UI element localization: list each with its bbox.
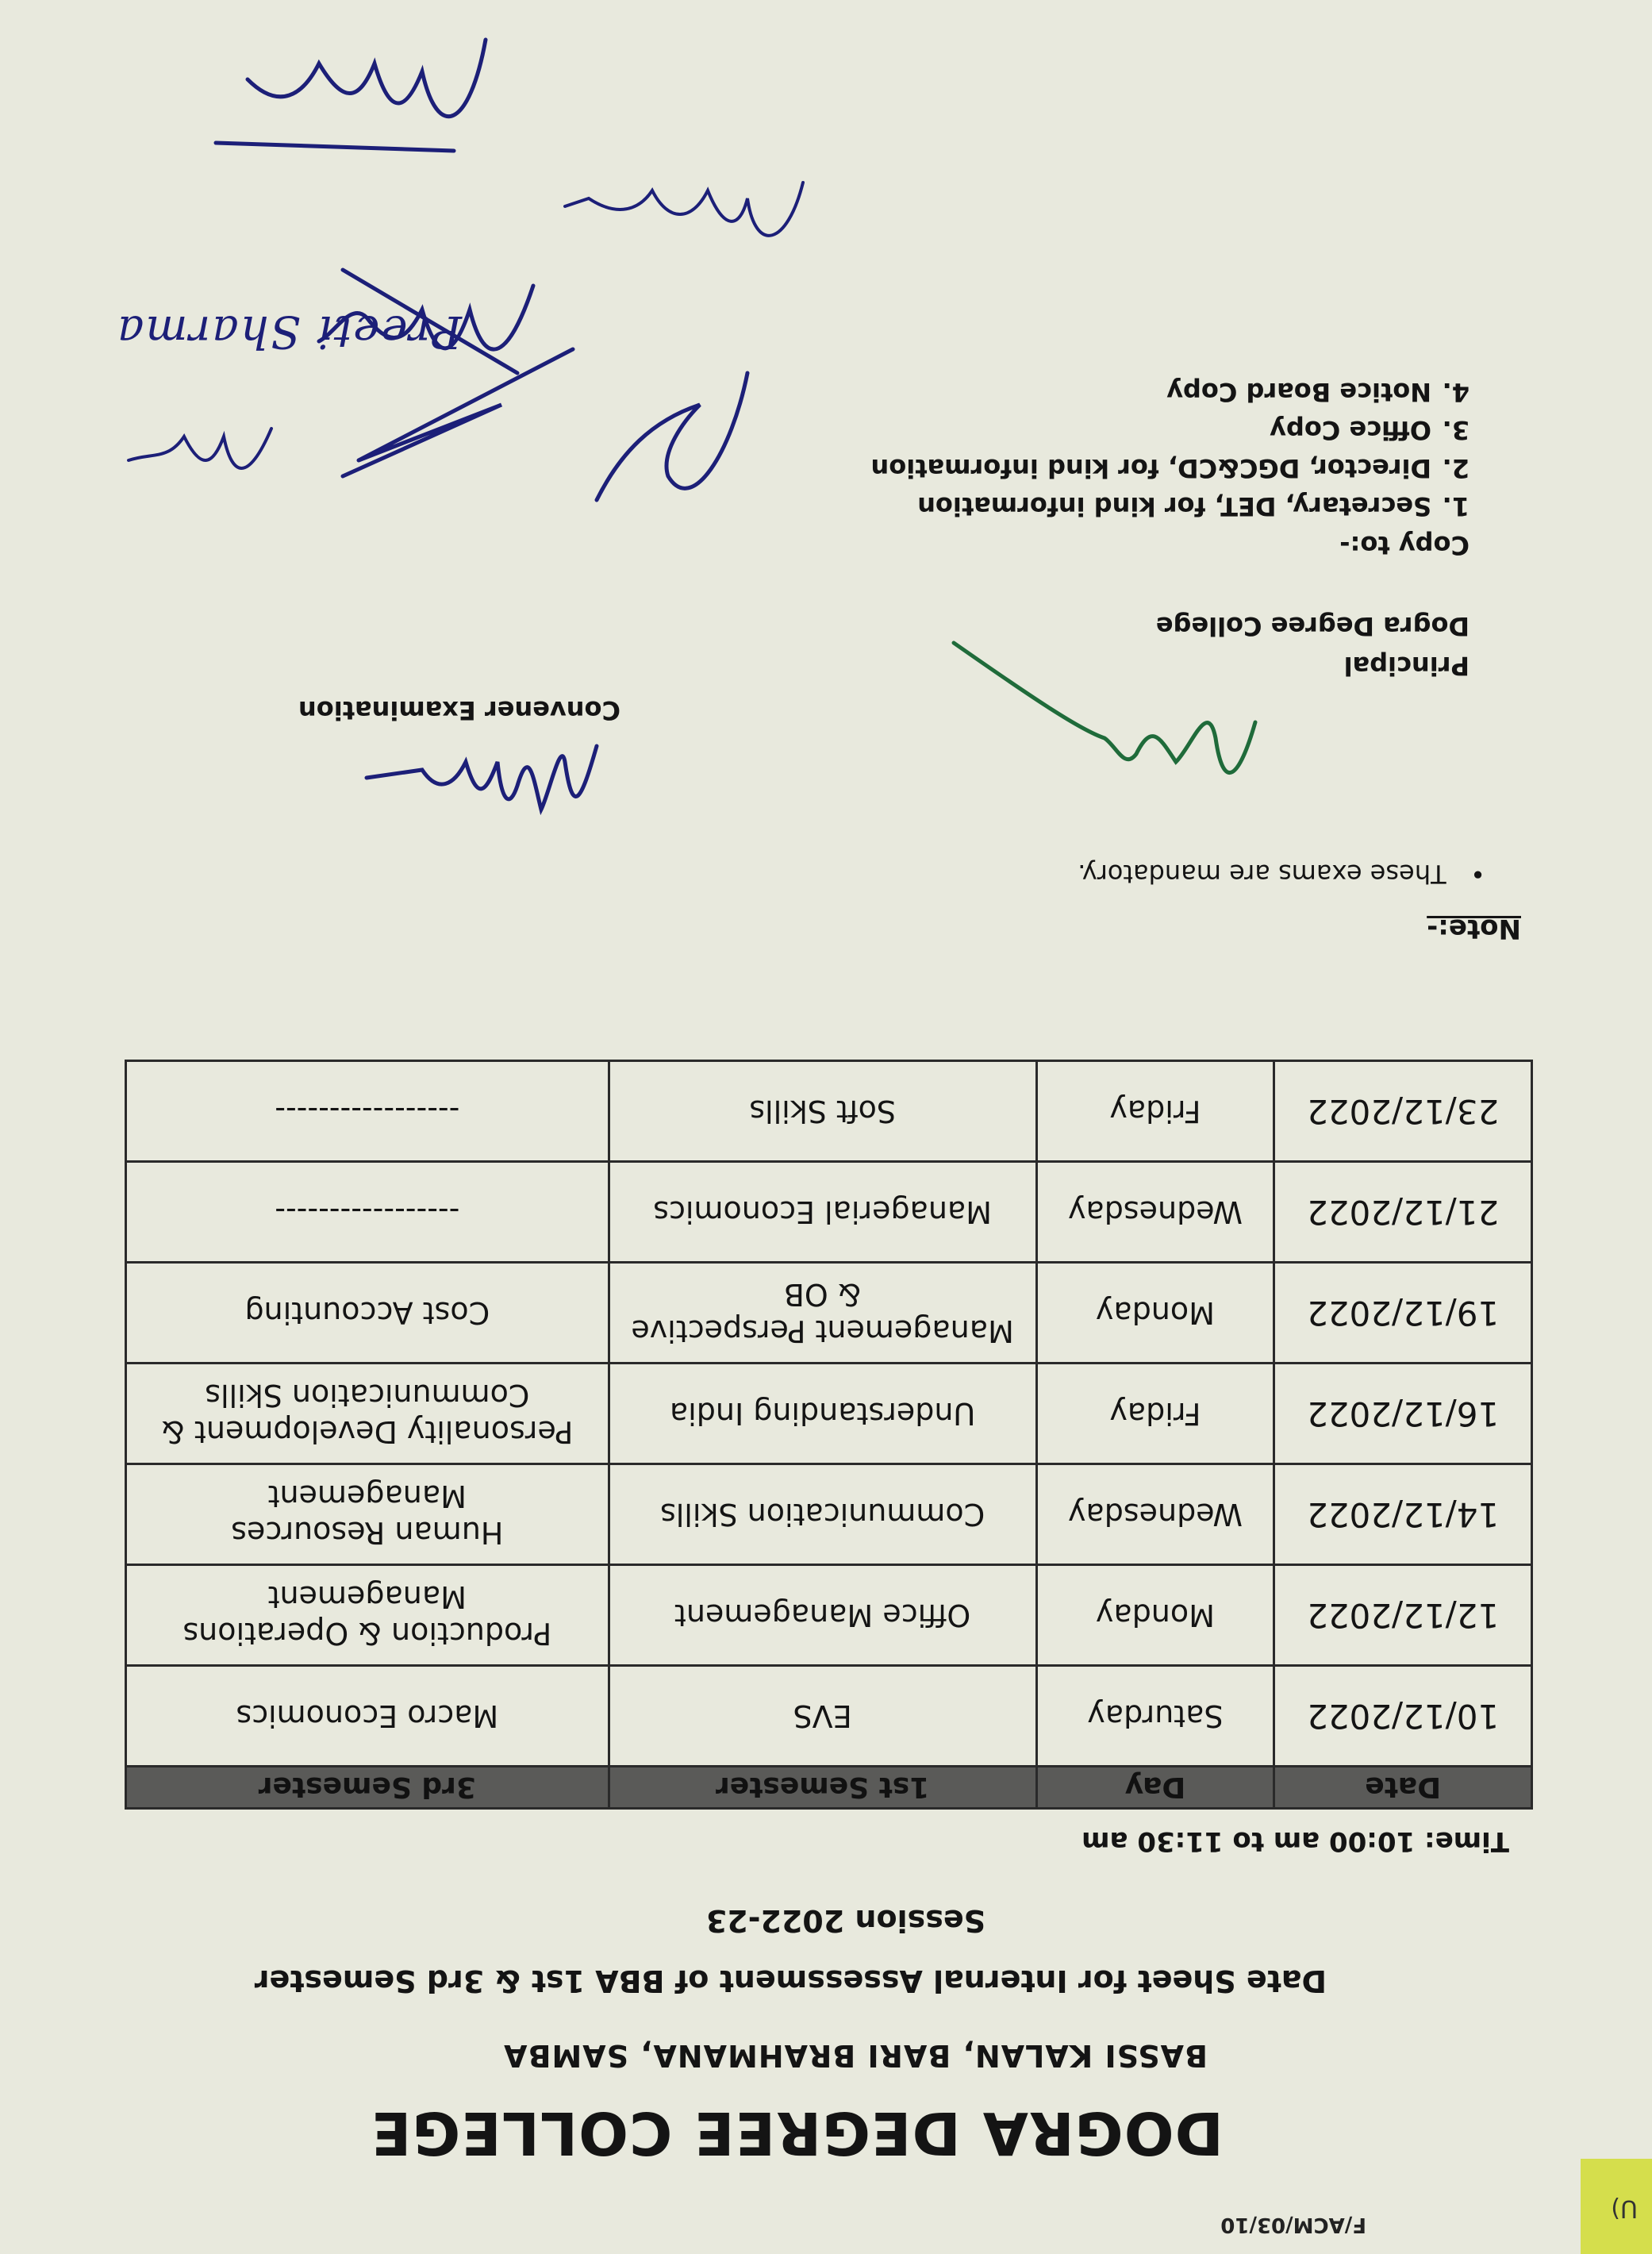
table-row	[126, 1263, 1532, 1364]
cell-day: Saturday	[1036, 1666, 1274, 1767]
cell-day: Friday	[1036, 1061, 1274, 1162]
cell-day: Monday	[1036, 1565, 1274, 1666]
table-row	[126, 1666, 1532, 1767]
list-item: 1.Secretary, DET, for kind information	[917, 491, 1470, 521]
cell-third-semester: Macro Economics	[126, 1666, 609, 1767]
staff-signature-3	[573, 341, 779, 548]
cell-third-semester: -----------------	[126, 1061, 609, 1162]
college-name: DOGRA DEGREE COLLEGE	[370, 2098, 1224, 2167]
table-row	[126, 1565, 1532, 1666]
staff-signature-6	[200, 16, 501, 175]
note-list	[1078, 859, 1485, 889]
yellow-sticky-tab	[1581, 2159, 1652, 2254]
cell-first-semester: Office Management	[609, 1565, 1036, 1666]
cell-date: 23/12/2022	[1274, 1061, 1532, 1162]
college-address: BASSI KALAN, BARI BRAHMANA, SAMBA	[503, 2038, 1208, 2073]
exam-time: Time: 10:00 am to 11:30 am	[1081, 1825, 1509, 1857]
cell-third-semester: Cost Accounting	[126, 1263, 609, 1364]
cell-first-semester: Management Perspective & OB	[609, 1263, 1036, 1364]
session-label: Session 2022-23	[705, 1903, 985, 1938]
cell-date: 19/12/2022	[1274, 1263, 1532, 1364]
date-sheet-title: Date Sheet for Internal Assessment of BBA 1st & 3rd Semester	[254, 1964, 1327, 1998]
note-item: These exams are mandatory.	[1078, 859, 1446, 889]
cell-date: 10/12/2022	[1274, 1666, 1532, 1767]
cell-day: Wednesday	[1036, 1464, 1274, 1565]
cell-date: 16/12/2022	[1274, 1364, 1532, 1464]
cell-third-semester: Human Resources Management	[126, 1464, 609, 1565]
cell-first-semester: Understanding India	[609, 1364, 1036, 1464]
table-row	[126, 1464, 1532, 1565]
copy-to-label: Copy to:-	[1339, 530, 1470, 560]
convener-signature	[351, 714, 605, 833]
cell-third-semester: Personality Development & Communication Skills	[126, 1364, 609, 1464]
staff-signature-5	[549, 151, 819, 278]
cell-date: 21/12/2022	[1274, 1162, 1532, 1263]
list-item: 4.Notice Board Copy	[1166, 377, 1470, 407]
bullet-icon: •	[1446, 859, 1485, 889]
cell-third-semester: -----------------	[126, 1162, 609, 1263]
cell-first-semester: Managerial Economics	[609, 1162, 1036, 1263]
cell-day: Monday	[1036, 1263, 1274, 1364]
list-item: 2.Director, DGC&CD, for kind information	[870, 453, 1470, 483]
cell-date: 12/12/2022	[1274, 1565, 1532, 1666]
date-sheet-table	[125, 1060, 1533, 1810]
table-row	[126, 1364, 1532, 1464]
tab-text: U)	[1611, 2194, 1638, 2222]
table-row	[126, 1162, 1532, 1263]
header-third-semester: 3rd Semester	[126, 1767, 609, 1809]
header-date: Date	[1274, 1767, 1532, 1809]
principal-label: Principal	[1343, 651, 1470, 681]
convener-label: Convener Examination	[298, 695, 620, 725]
note-label: Note:-	[1427, 913, 1521, 944]
cell-first-semester: EVS	[609, 1666, 1036, 1767]
principal-signature	[938, 635, 1271, 841]
list-item: 3.Office Copy	[1270, 415, 1470, 445]
cell-day: Wednesday	[1036, 1162, 1274, 1263]
copy-to-list	[870, 373, 1470, 525]
cell-first-semester: Soft Skills	[609, 1061, 1036, 1162]
cell-first-semester: Communication Skills	[609, 1464, 1036, 1565]
header-first-semester: 1st Semester	[609, 1767, 1036, 1809]
college-sign-label: Dogra Degree College	[1155, 611, 1470, 641]
cell-day: Friday	[1036, 1364, 1274, 1464]
header-day: Day	[1036, 1767, 1274, 1809]
table-row	[126, 1061, 1532, 1162]
cell-date: 14/12/2022	[1274, 1464, 1532, 1565]
cell-third-semester: Production & Operations Management	[126, 1565, 609, 1666]
handwritten-name-preeti-sharma: Preeti Sharma	[115, 306, 462, 357]
table-header-row	[126, 1767, 1532, 1809]
staff-signature-2	[113, 405, 287, 500]
form-code: F/ACM/03/10	[1220, 2213, 1366, 2237]
